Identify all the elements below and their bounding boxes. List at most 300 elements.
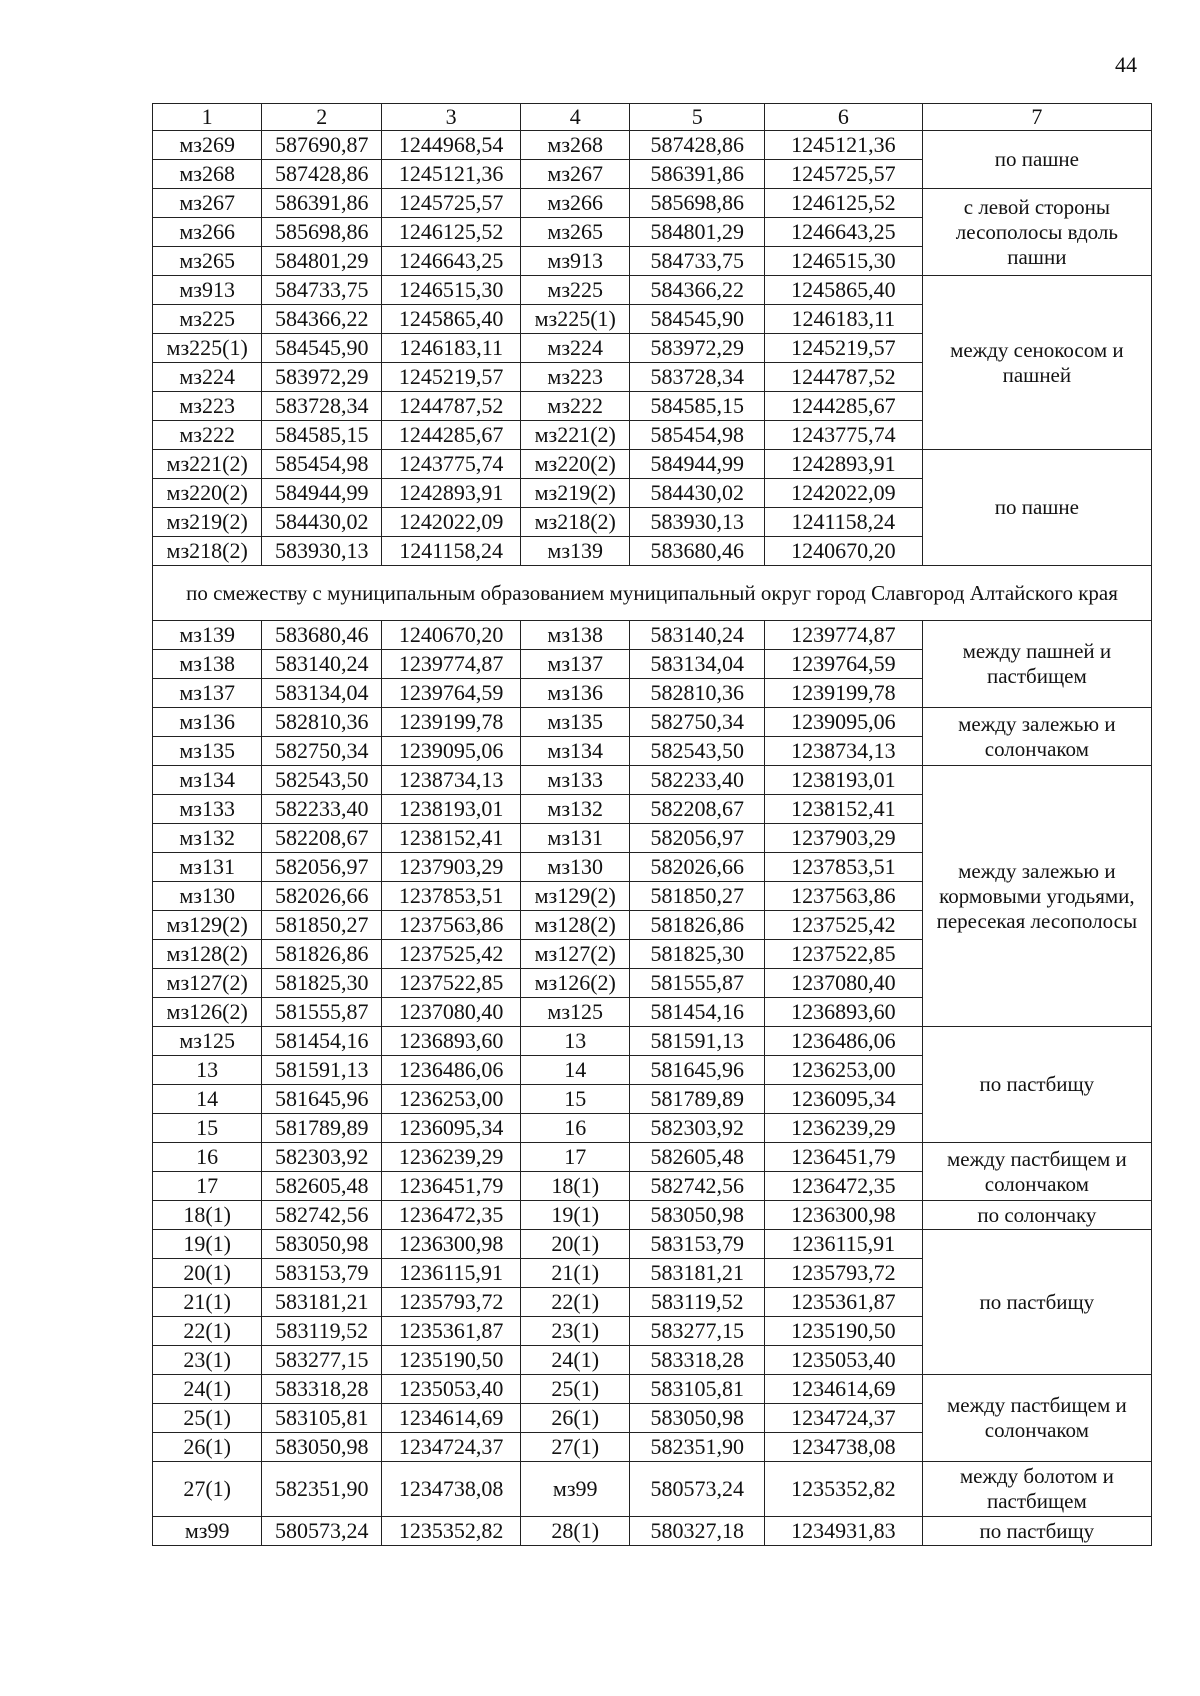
- from-x-cell: 581825,30: [262, 969, 382, 998]
- to-y-cell: 1238734,13: [764, 737, 922, 766]
- to-x-cell: 587428,86: [630, 131, 765, 160]
- from-point-cell: мз265: [153, 247, 262, 276]
- from-x-cell: 584801,29: [262, 247, 382, 276]
- from-y-cell: 1244787,52: [382, 392, 521, 421]
- boundary-coordinates-table: [152, 103, 1152, 1546]
- from-x-cell: 587428,86: [262, 160, 382, 189]
- from-point-cell: мз225(1): [153, 334, 262, 363]
- to-point-cell: 20(1): [521, 1230, 630, 1259]
- to-x-cell: 584733,75: [630, 247, 765, 276]
- table-row: [153, 189, 1152, 218]
- from-y-cell: 1246125,52: [382, 218, 521, 247]
- to-point-cell: мз220(2): [521, 450, 630, 479]
- table-row: [153, 450, 1152, 479]
- to-y-cell: 1236451,79: [764, 1143, 922, 1172]
- from-y-cell: 1241158,24: [382, 537, 521, 566]
- to-point-cell: 15: [521, 1085, 630, 1114]
- from-point-cell: 25(1): [153, 1404, 262, 1433]
- from-x-cell: 583105,81: [262, 1404, 382, 1433]
- from-y-cell: 1244285,67: [382, 421, 521, 450]
- from-point-cell: мз136: [153, 708, 262, 737]
- to-point-cell: 16: [521, 1114, 630, 1143]
- from-point-cell: 17: [153, 1172, 262, 1201]
- from-y-cell: 1236300,98: [382, 1230, 521, 1259]
- from-y-cell: 1236253,00: [382, 1085, 521, 1114]
- to-x-cell: 581454,16: [630, 998, 765, 1027]
- from-point-cell: 15: [153, 1114, 262, 1143]
- from-x-cell: 583680,46: [262, 621, 382, 650]
- table-row: [153, 1201, 1152, 1230]
- to-y-cell: 1236486,06: [764, 1027, 922, 1056]
- from-x-cell: 582742,56: [262, 1201, 382, 1230]
- from-y-cell: 1234738,08: [382, 1462, 521, 1517]
- table-row: [153, 1517, 1152, 1546]
- to-point-cell: мз222: [521, 392, 630, 421]
- from-y-cell: 1244968,54: [382, 131, 521, 160]
- from-x-cell: 583050,98: [262, 1433, 382, 1462]
- table-row: [153, 1230, 1152, 1259]
- from-y-cell: 1235352,82: [382, 1517, 521, 1546]
- from-y-cell: 1234614,69: [382, 1404, 521, 1433]
- to-y-cell: 1234738,08: [764, 1433, 922, 1462]
- to-y-cell: 1239095,06: [764, 708, 922, 737]
- from-y-cell: 1237080,40: [382, 998, 521, 1027]
- to-y-cell: 1244285,67: [764, 392, 922, 421]
- to-x-cell: 582208,67: [630, 795, 765, 824]
- table-row: [153, 1462, 1152, 1517]
- to-x-cell: 583153,79: [630, 1230, 765, 1259]
- to-point-cell: мз267: [521, 160, 630, 189]
- from-point-cell: мз138: [153, 650, 262, 679]
- to-x-cell: 581826,86: [630, 911, 765, 940]
- from-x-cell: 584430,02: [262, 508, 382, 537]
- from-point-cell: 18(1): [153, 1201, 262, 1230]
- to-x-cell: 584366,22: [630, 276, 765, 305]
- to-point-cell: мз131: [521, 824, 630, 853]
- from-x-cell: 581850,27: [262, 911, 382, 940]
- from-y-cell: 1245725,57: [382, 189, 521, 218]
- from-x-cell: 585454,98: [262, 450, 382, 479]
- from-x-cell: 583972,29: [262, 363, 382, 392]
- from-y-cell: 1237522,85: [382, 969, 521, 998]
- from-x-cell: 582026,66: [262, 882, 382, 911]
- column-header: 3: [382, 104, 521, 131]
- boundary-description-cell: между болотом и пастбищем: [922, 1462, 1151, 1517]
- from-x-cell: 582810,36: [262, 708, 382, 737]
- boundary-description-cell: между залежью и кормовыми угодьями, пересекая лесополосы: [922, 766, 1151, 1027]
- from-point-cell: мз224: [153, 363, 262, 392]
- from-point-cell: мз126(2): [153, 998, 262, 1027]
- column-number-row: [153, 104, 1152, 131]
- from-x-cell: 586391,86: [262, 189, 382, 218]
- boundary-description-cell: по солончаку: [922, 1201, 1151, 1230]
- from-point-cell: мз129(2): [153, 911, 262, 940]
- to-point-cell: мз139: [521, 537, 630, 566]
- section-description: по смежеству с муниципальным образованием муниципальный округ город Славгород Алтайского края: [153, 566, 1152, 621]
- from-y-cell: 1243775,74: [382, 450, 521, 479]
- from-point-cell: мз266: [153, 218, 262, 247]
- from-point-cell: 23(1): [153, 1346, 262, 1375]
- to-point-cell: 24(1): [521, 1346, 630, 1375]
- to-x-cell: 584585,15: [630, 392, 765, 421]
- from-x-cell: 581645,96: [262, 1085, 382, 1114]
- from-point-cell: мз139: [153, 621, 262, 650]
- to-y-cell: 1234931,83: [764, 1517, 922, 1546]
- to-y-cell: 1236300,98: [764, 1201, 922, 1230]
- to-y-cell: 1236253,00: [764, 1056, 922, 1085]
- from-point-cell: мз134: [153, 766, 262, 795]
- to-x-cell: 584545,90: [630, 305, 765, 334]
- to-x-cell: 580327,18: [630, 1517, 765, 1546]
- to-y-cell: 1235793,72: [764, 1259, 922, 1288]
- from-y-cell: 1237525,42: [382, 940, 521, 969]
- to-x-cell: 582742,56: [630, 1172, 765, 1201]
- to-y-cell: 1246515,30: [764, 247, 922, 276]
- from-point-cell: мз913: [153, 276, 262, 305]
- boundary-description-cell: по пастбищу: [922, 1230, 1151, 1375]
- to-y-cell: 1236239,29: [764, 1114, 922, 1143]
- from-y-cell: 1239199,78: [382, 708, 521, 737]
- to-y-cell: 1237563,86: [764, 882, 922, 911]
- from-y-cell: 1235793,72: [382, 1288, 521, 1317]
- from-y-cell: 1242022,09: [382, 508, 521, 537]
- from-point-cell: мз225: [153, 305, 262, 334]
- from-y-cell: 1239774,87: [382, 650, 521, 679]
- boundary-description-cell: между пашней и пастбищем: [922, 621, 1151, 708]
- to-x-cell: 585698,86: [630, 189, 765, 218]
- from-x-cell: 583050,98: [262, 1230, 382, 1259]
- to-point-cell: 21(1): [521, 1259, 630, 1288]
- to-x-cell: 585454,98: [630, 421, 765, 450]
- from-point-cell: мз268: [153, 160, 262, 189]
- from-x-cell: 582750,34: [262, 737, 382, 766]
- from-point-cell: 13: [153, 1056, 262, 1085]
- from-x-cell: 583153,79: [262, 1259, 382, 1288]
- from-y-cell: 1246183,11: [382, 334, 521, 363]
- from-point-cell: мз128(2): [153, 940, 262, 969]
- to-y-cell: 1238152,41: [764, 795, 922, 824]
- to-x-cell: 583134,04: [630, 650, 765, 679]
- boundary-description-cell: по пастбищу: [922, 1517, 1151, 1546]
- to-y-cell: 1237903,29: [764, 824, 922, 853]
- table-row: [153, 621, 1152, 650]
- from-x-cell: 581555,87: [262, 998, 382, 1027]
- to-x-cell: 584944,99: [630, 450, 765, 479]
- from-point-cell: мз137: [153, 679, 262, 708]
- to-x-cell: 586391,86: [630, 160, 765, 189]
- to-x-cell: 583972,29: [630, 334, 765, 363]
- to-point-cell: 26(1): [521, 1404, 630, 1433]
- from-x-cell: 583930,13: [262, 537, 382, 566]
- column-header: 2: [262, 104, 382, 131]
- page-number: 44: [1115, 52, 1137, 77]
- to-x-cell: 583728,34: [630, 363, 765, 392]
- to-point-cell: мз133: [521, 766, 630, 795]
- table-row: [153, 766, 1152, 795]
- from-x-cell: 582056,97: [262, 853, 382, 882]
- to-y-cell: 1234614,69: [764, 1375, 922, 1404]
- table-row: [153, 1375, 1152, 1404]
- to-x-cell: 581850,27: [630, 882, 765, 911]
- section-row: [153, 566, 1152, 621]
- from-y-cell: 1239764,59: [382, 679, 521, 708]
- from-point-cell: мз125: [153, 1027, 262, 1056]
- to-x-cell: 583140,24: [630, 621, 765, 650]
- to-x-cell: 582810,36: [630, 679, 765, 708]
- to-point-cell: мз225: [521, 276, 630, 305]
- from-point-cell: мз130: [153, 882, 262, 911]
- from-x-cell: 585698,86: [262, 218, 382, 247]
- from-y-cell: 1245121,36: [382, 160, 521, 189]
- to-x-cell: 582605,48: [630, 1143, 765, 1172]
- to-x-cell: 580573,24: [630, 1462, 765, 1517]
- from-x-cell: 582351,90: [262, 1462, 382, 1517]
- from-x-cell: 584585,15: [262, 421, 382, 450]
- from-point-cell: мз218(2): [153, 537, 262, 566]
- from-x-cell: 582303,92: [262, 1143, 382, 1172]
- from-x-cell: 580573,24: [262, 1517, 382, 1546]
- to-point-cell: мз127(2): [521, 940, 630, 969]
- from-point-cell: 16: [153, 1143, 262, 1172]
- column-header: 1: [153, 104, 262, 131]
- to-point-cell: 14: [521, 1056, 630, 1085]
- to-point-cell: мз125: [521, 998, 630, 1027]
- to-point-cell: 19(1): [521, 1201, 630, 1230]
- to-y-cell: 1236893,60: [764, 998, 922, 1027]
- from-point-cell: мз133: [153, 795, 262, 824]
- boundary-description-cell: с левой стороны лесополосы вдоль пашни: [922, 189, 1151, 276]
- from-point-cell: мз99: [153, 1517, 262, 1546]
- from-point-cell: мз267: [153, 189, 262, 218]
- from-x-cell: 581454,16: [262, 1027, 382, 1056]
- column-header: 5: [630, 104, 765, 131]
- from-x-cell: 583318,28: [262, 1375, 382, 1404]
- from-y-cell: 1238193,01: [382, 795, 521, 824]
- to-point-cell: мз225(1): [521, 305, 630, 334]
- boundary-description-cell: между пастбищем и солончаком: [922, 1375, 1151, 1462]
- to-point-cell: 25(1): [521, 1375, 630, 1404]
- to-y-cell: 1236472,35: [764, 1172, 922, 1201]
- from-x-cell: 583728,34: [262, 392, 382, 421]
- to-point-cell: мз134: [521, 737, 630, 766]
- from-y-cell: 1238152,41: [382, 824, 521, 853]
- to-y-cell: 1240670,20: [764, 537, 922, 566]
- from-y-cell: 1235053,40: [382, 1375, 521, 1404]
- to-point-cell: 18(1): [521, 1172, 630, 1201]
- from-point-cell: мз222: [153, 421, 262, 450]
- from-x-cell: 583277,15: [262, 1346, 382, 1375]
- from-point-cell: мз220(2): [153, 479, 262, 508]
- to-y-cell: 1239774,87: [764, 621, 922, 650]
- to-x-cell: 582056,97: [630, 824, 765, 853]
- to-point-cell: мз126(2): [521, 969, 630, 998]
- boundary-description-cell: между залежью и солончаком: [922, 708, 1151, 766]
- to-y-cell: 1244787,52: [764, 363, 922, 392]
- from-x-cell: 582208,67: [262, 824, 382, 853]
- to-x-cell: 583119,52: [630, 1288, 765, 1317]
- to-y-cell: 1234724,37: [764, 1404, 922, 1433]
- from-y-cell: 1242893,91: [382, 479, 521, 508]
- to-point-cell: мз224: [521, 334, 630, 363]
- to-y-cell: 1236095,34: [764, 1085, 922, 1114]
- from-x-cell: 581826,86: [262, 940, 382, 969]
- to-point-cell: мз218(2): [521, 508, 630, 537]
- from-point-cell: 22(1): [153, 1317, 262, 1346]
- column-header: 4: [521, 104, 630, 131]
- to-y-cell: 1238193,01: [764, 766, 922, 795]
- to-x-cell: 582351,90: [630, 1433, 765, 1462]
- from-point-cell: 14: [153, 1085, 262, 1114]
- column-header: 7: [922, 104, 1151, 131]
- to-x-cell: 582303,92: [630, 1114, 765, 1143]
- from-y-cell: 1245219,57: [382, 363, 521, 392]
- to-point-cell: 27(1): [521, 1433, 630, 1462]
- from-x-cell: 584545,90: [262, 334, 382, 363]
- from-point-cell: мз221(2): [153, 450, 262, 479]
- from-point-cell: мз269: [153, 131, 262, 160]
- from-y-cell: 1234724,37: [382, 1433, 521, 1462]
- to-y-cell: 1246643,25: [764, 218, 922, 247]
- to-x-cell: 583181,21: [630, 1259, 765, 1288]
- from-y-cell: 1236115,91: [382, 1259, 521, 1288]
- from-y-cell: 1237903,29: [382, 853, 521, 882]
- to-point-cell: мз132: [521, 795, 630, 824]
- from-x-cell: 582605,48: [262, 1172, 382, 1201]
- to-x-cell: 581645,96: [630, 1056, 765, 1085]
- to-x-cell: 583930,13: [630, 508, 765, 537]
- boundary-description-cell: по пастбищу: [922, 1027, 1151, 1143]
- to-x-cell: 582233,40: [630, 766, 765, 795]
- from-y-cell: 1237563,86: [382, 911, 521, 940]
- from-point-cell: 24(1): [153, 1375, 262, 1404]
- to-y-cell: 1239199,78: [764, 679, 922, 708]
- from-point-cell: мз127(2): [153, 969, 262, 998]
- from-x-cell: 584366,22: [262, 305, 382, 334]
- to-point-cell: мз128(2): [521, 911, 630, 940]
- from-point-cell: мз135: [153, 737, 262, 766]
- to-point-cell: мз266: [521, 189, 630, 218]
- to-x-cell: 582750,34: [630, 708, 765, 737]
- to-point-cell: мз219(2): [521, 479, 630, 508]
- from-x-cell: 582233,40: [262, 795, 382, 824]
- from-x-cell: 587690,87: [262, 131, 382, 160]
- from-y-cell: 1236472,35: [382, 1201, 521, 1230]
- to-x-cell: 581591,13: [630, 1027, 765, 1056]
- to-y-cell: 1242893,91: [764, 450, 922, 479]
- table-body: [153, 131, 1152, 1546]
- to-y-cell: 1245725,57: [764, 160, 922, 189]
- to-y-cell: 1236115,91: [764, 1230, 922, 1259]
- to-point-cell: мз221(2): [521, 421, 630, 450]
- from-x-cell: 583134,04: [262, 679, 382, 708]
- to-point-cell: мз138: [521, 621, 630, 650]
- from-x-cell: 581591,13: [262, 1056, 382, 1085]
- table-row: [153, 276, 1152, 305]
- from-y-cell: 1236893,60: [382, 1027, 521, 1056]
- to-x-cell: 583318,28: [630, 1346, 765, 1375]
- to-point-cell: 17: [521, 1143, 630, 1172]
- from-y-cell: 1245865,40: [382, 305, 521, 334]
- from-y-cell: 1237853,51: [382, 882, 521, 911]
- to-y-cell: 1246183,11: [764, 305, 922, 334]
- to-point-cell: мз913: [521, 247, 630, 276]
- table-row: [153, 708, 1152, 737]
- to-x-cell: 581825,30: [630, 940, 765, 969]
- from-point-cell: мз223: [153, 392, 262, 421]
- from-x-cell: 583140,24: [262, 650, 382, 679]
- to-y-cell: 1241158,24: [764, 508, 922, 537]
- to-point-cell: мз129(2): [521, 882, 630, 911]
- to-x-cell: 584430,02: [630, 479, 765, 508]
- column-header: 6: [764, 104, 922, 131]
- from-y-cell: 1239095,06: [382, 737, 521, 766]
- from-y-cell: 1235361,87: [382, 1317, 521, 1346]
- to-x-cell: 583050,98: [630, 1404, 765, 1433]
- boundary-description-cell: по пашне: [922, 450, 1151, 566]
- from-y-cell: 1246515,30: [382, 276, 521, 305]
- from-point-cell: мз219(2): [153, 508, 262, 537]
- to-y-cell: 1246125,52: [764, 189, 922, 218]
- table-row: [153, 131, 1152, 160]
- from-x-cell: 584944,99: [262, 479, 382, 508]
- to-y-cell: 1235352,82: [764, 1462, 922, 1517]
- to-x-cell: 581789,89: [630, 1085, 765, 1114]
- to-y-cell: 1237080,40: [764, 969, 922, 998]
- to-point-cell: мз136: [521, 679, 630, 708]
- to-x-cell: 583050,98: [630, 1201, 765, 1230]
- from-point-cell: 20(1): [153, 1259, 262, 1288]
- from-x-cell: 581789,89: [262, 1114, 382, 1143]
- to-x-cell: 581555,87: [630, 969, 765, 998]
- to-y-cell: 1235361,87: [764, 1288, 922, 1317]
- to-y-cell: 1237525,42: [764, 911, 922, 940]
- to-y-cell: 1235053,40: [764, 1346, 922, 1375]
- from-point-cell: мз131: [153, 853, 262, 882]
- from-point-cell: 26(1): [153, 1433, 262, 1462]
- from-y-cell: 1238734,13: [382, 766, 521, 795]
- to-x-cell: 582026,66: [630, 853, 765, 882]
- to-point-cell: мз99: [521, 1462, 630, 1517]
- to-x-cell: 583680,46: [630, 537, 765, 566]
- boundary-description-cell: по пашне: [922, 131, 1151, 189]
- to-y-cell: 1245219,57: [764, 334, 922, 363]
- to-point-cell: мз130: [521, 853, 630, 882]
- table-row: [153, 1027, 1152, 1056]
- from-point-cell: 19(1): [153, 1230, 262, 1259]
- boundary-description-cell: между сенокосом и пашней: [922, 276, 1151, 450]
- to-point-cell: 23(1): [521, 1317, 630, 1346]
- from-y-cell: 1236451,79: [382, 1172, 521, 1201]
- table-row: [153, 1143, 1152, 1172]
- to-point-cell: мз137: [521, 650, 630, 679]
- to-point-cell: 28(1): [521, 1517, 630, 1546]
- to-y-cell: 1237522,85: [764, 940, 922, 969]
- to-y-cell: 1245121,36: [764, 131, 922, 160]
- from-x-cell: 583181,21: [262, 1288, 382, 1317]
- from-y-cell: 1240670,20: [382, 621, 521, 650]
- to-point-cell: мз223: [521, 363, 630, 392]
- from-x-cell: 583119,52: [262, 1317, 382, 1346]
- to-point-cell: мз268: [521, 131, 630, 160]
- to-y-cell: 1243775,74: [764, 421, 922, 450]
- to-y-cell: 1237853,51: [764, 853, 922, 882]
- to-x-cell: 582543,50: [630, 737, 765, 766]
- to-y-cell: 1242022,09: [764, 479, 922, 508]
- from-x-cell: 582543,50: [262, 766, 382, 795]
- to-y-cell: 1235190,50: [764, 1317, 922, 1346]
- to-point-cell: 22(1): [521, 1288, 630, 1317]
- from-y-cell: 1235190,50: [382, 1346, 521, 1375]
